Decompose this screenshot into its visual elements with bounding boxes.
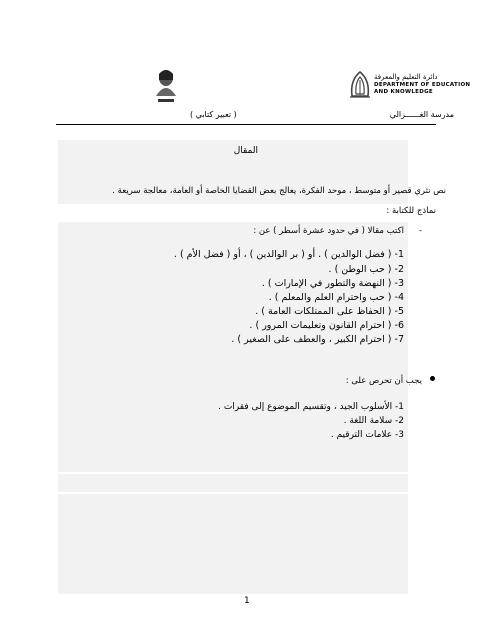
topic-item <box>255 306 404 317</box>
requirement-item <box>344 416 404 426</box>
ministry-arabic-name: دائرة التعليم والمعرفة <box>374 73 438 81</box>
topic-text: ( فضل الوالدين ) . أو ( بر الوالدين ) ، أو ( فضل الأم ) . <box>173 249 392 260</box>
header-divider <box>56 124 436 125</box>
ministry-english-line-2: AND KNOWLEDGE <box>374 89 433 95</box>
topic-item <box>174 249 404 260</box>
article-title: المقال <box>233 146 258 156</box>
subject-label: ( تعبير كتابي ) <box>190 110 237 119</box>
topic-text: ( حب واحترام العلم والمعلم ) . <box>268 292 392 303</box>
topic-item <box>269 292 404 303</box>
topic-number: 6- <box>394 320 404 331</box>
requirement-number: 2- <box>395 416 404 426</box>
shaded-band <box>58 474 408 492</box>
requirement-number: 3- <box>395 430 404 440</box>
page-number: 1 <box>244 596 250 606</box>
topic-number: 2- <box>394 264 404 275</box>
topic-text: ( النهضة والتطور في الإمارات ) . <box>261 278 392 289</box>
topic-text: ( الحفاظ على الممتلكات العامة ) . <box>255 306 392 317</box>
topic-item <box>249 320 404 331</box>
topic-item <box>329 264 404 275</box>
models-heading: نماذج للكتابة : <box>386 206 436 216</box>
requirement-item <box>218 402 404 412</box>
portrait-emblem-icon <box>152 66 180 104</box>
list-dash-marker: - <box>419 226 422 235</box>
bullet-icon <box>430 376 435 381</box>
ministry-english-line-1: DEPARTMENT OF EDUCATION <box>374 82 471 88</box>
topic-number: 1- <box>394 249 404 260</box>
topic-number: 7- <box>394 334 404 345</box>
requirement-text: علامات الترقيم . <box>330 430 393 440</box>
article-definition: نص نثري قصير أو متوسط ، موحد الفكرة، يعالج بعض القضايا الخاصة أو العامة، معالجة سريعة . <box>112 186 446 196</box>
writing-prompt: اكتب مقالا ( في حدود عشرة أسطر ) عن : <box>253 226 404 236</box>
topic-number: 4- <box>394 292 404 303</box>
school-name: مدرسة الغــــــزالي <box>389 110 454 119</box>
topic-number: 5- <box>394 306 404 317</box>
shaded-band <box>58 494 408 594</box>
requirement-item <box>331 430 404 440</box>
adek-logo-icon <box>346 68 374 100</box>
requirement-text: الأسلوب الجيد ، وتقسيم الموضوع إلى فقرات . <box>218 402 393 412</box>
topic-text: ( احترام الكبير ، والعطف على الصغير ) . <box>231 334 392 345</box>
topic-text: ( حب الوطن ) . <box>328 264 392 275</box>
topic-text: ( احترام القانون وتعليمات المرور ) . <box>249 320 392 331</box>
topic-item <box>231 334 404 345</box>
requirement-number: 1- <box>395 402 404 412</box>
requirements-heading: يجب أن تحرص على : <box>345 376 422 386</box>
requirement-text: سلامة اللغة . <box>343 416 393 426</box>
topic-number: 3- <box>394 278 404 289</box>
topic-item <box>262 278 404 289</box>
